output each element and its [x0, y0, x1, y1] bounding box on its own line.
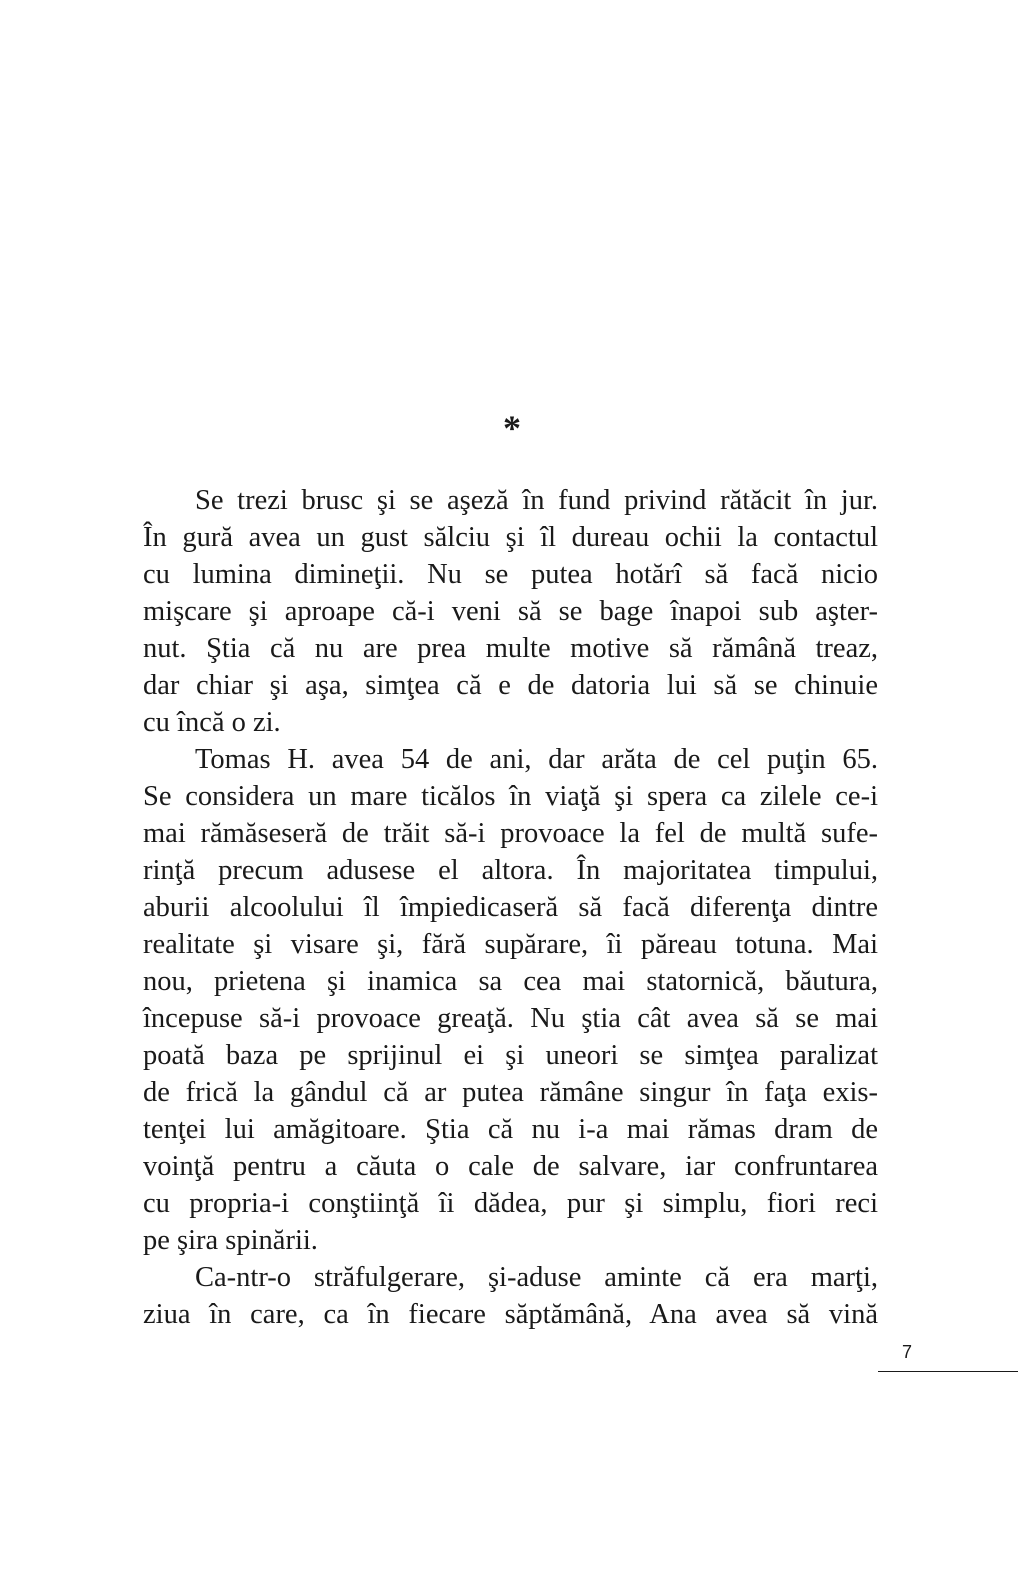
text-line: Ca-ntr-o străfulgerare, şi-aduse aminte că era marţi,: [195, 1262, 878, 1293]
text-line: poată baza pe sprijinul ei şi uneori se simţea paralizat: [143, 1040, 878, 1071]
text-line: mişcare şi aproape că-i veni să se bage înapoi sub aşter-: [143, 596, 878, 627]
text-line: rinţă precum adusese el altora. În majoritatea timpului,: [143, 855, 878, 886]
text-line: Se trezi brusc şi se aşeză în fund privind rătăcit în jur.: [195, 485, 878, 516]
text-line: nut. Ştia că nu are prea multe motive să rămână treaz,: [143, 633, 878, 664]
text-line: Tomas H. avea 54 de ani, dar arăta de cel puţin 65.: [195, 744, 878, 775]
page-number: 7: [902, 1342, 913, 1362]
text-line: cu încă o zi.: [143, 707, 281, 738]
text-line: începuse să-i provoace greaţă. Nu ştia cât avea să se mai: [143, 1003, 878, 1034]
footer-rule: [878, 1371, 1018, 1372]
paragraph: [143, 482, 878, 741]
text-line: voinţă pentru a căuta o cale de salvare, iar confruntarea: [143, 1151, 878, 1182]
text-line: pe şira spinării.: [143, 1225, 318, 1256]
text-line: tenţei lui amăgitoare. Ştia că nu i-a mai rămas dram de: [143, 1114, 878, 1145]
text-line: În gură avea un gust sălciu şi îl dureau ochii la contactul: [143, 522, 878, 553]
text-line: ziua în care, ca în fiecare săptămână, Ana avea să vină: [143, 1299, 878, 1330]
paragraph: [143, 1259, 878, 1333]
text-line: de frică la gândul că ar putea rămâne singur în faţa exis-: [143, 1077, 878, 1108]
section-separator: *: [503, 408, 521, 448]
page-footer: [878, 1340, 1018, 1372]
text-line: Se considera un mare ticălos în viaţă şi spera ca zilele ce-i: [143, 781, 878, 812]
text-line: realitate şi visare şi, fără supărare, îi păreau totuna. Mai: [143, 929, 878, 960]
text-line: cu lumina dimineţii. Nu se putea hotărî să facă nicio: [143, 559, 878, 590]
text-line: nou, prietena şi inamica sa cea mai statornică, băutura,: [143, 966, 878, 997]
body-text: [143, 482, 878, 1333]
text-line: dar chiar şi aşa, simţea că e de datoria lui să se chinuie: [143, 670, 878, 701]
text-line: aburii alcoolului îl împiedicaseră să facă diferenţa dintre: [143, 892, 878, 923]
text-line: mai rămăseseră de trăit să-i provoace la fel de multă sufe-: [143, 818, 878, 849]
text-line: cu propria-i conştiinţă îi dădea, pur şi simplu, fiori reci: [143, 1188, 878, 1219]
paragraph: [143, 741, 878, 1259]
